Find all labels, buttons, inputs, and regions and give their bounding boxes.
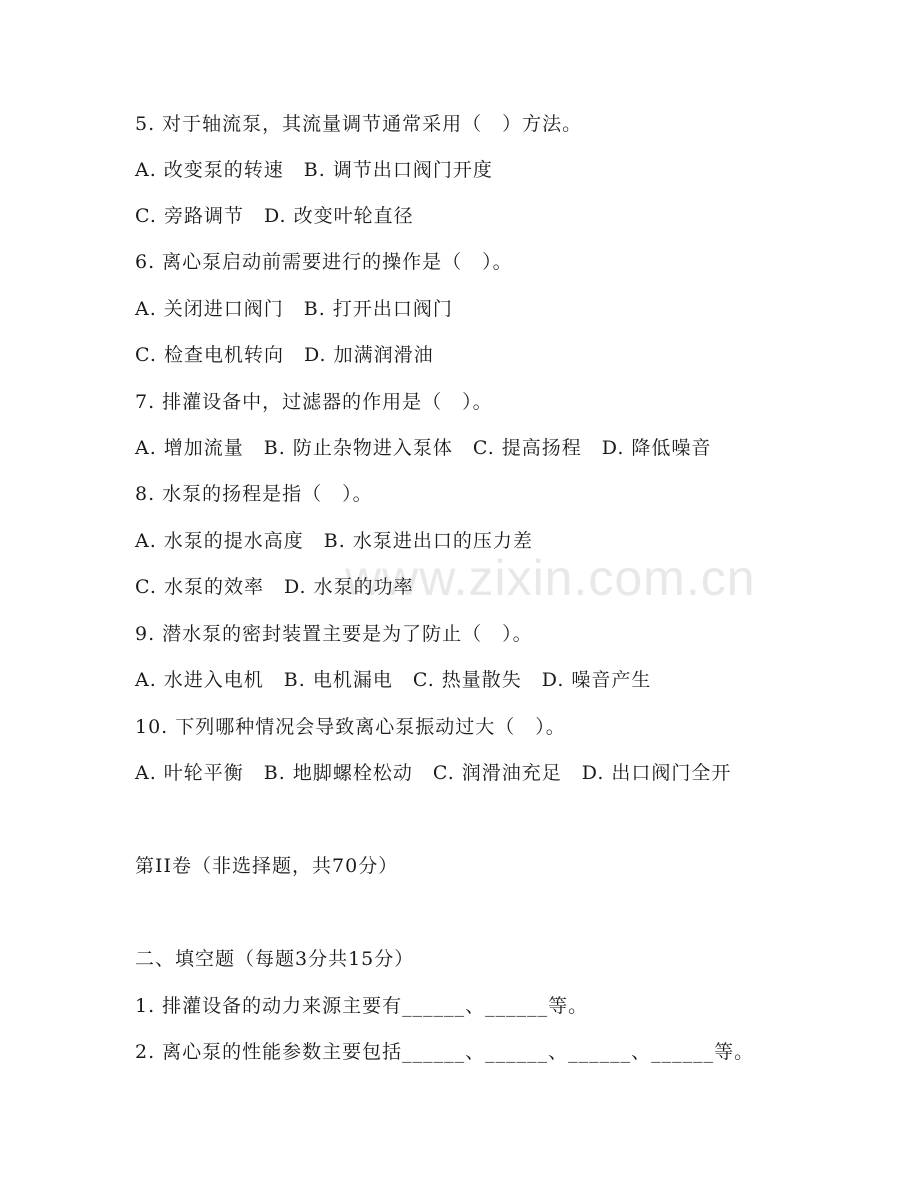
- question-9-options: A. 水进入电机 B. 电机漏电 C. 热量散失 D. 噪音产生: [135, 669, 652, 691]
- question-10-options: A. 叶轮平衡 B. 地脚螺栓松动 C. 润滑油充足 D. 出口阀门全开: [135, 762, 732, 784]
- question-6: 6. 离心泵启动前需要进行的操作是（ ）。: [135, 251, 513, 273]
- question-7-options: A. 增加流量 B. 防止杂物进入泵体 C. 提高扬程 D. 降低噪音: [135, 437, 712, 459]
- section-heading-fill-in: 二、填空题（每题3分共15分）: [135, 948, 415, 970]
- question-7: 7. 排灌设备中，过滤器的作用是（ ）。: [135, 391, 493, 413]
- question-6-options-ab: A. 关闭进口阀门 B. 打开出口阀门: [135, 298, 453, 320]
- question-9: 9. 潜水泵的密封装置主要是为了防止（ ）。: [135, 623, 533, 645]
- question-5-options-ab: A. 改变泵的转速 B. 调节出口阀门开度: [135, 159, 493, 181]
- watermark: www.zixin.com.cn: [345, 550, 756, 606]
- question-5: 5. 对于轴流泵，其流量调节通常采用（ ）方法。: [135, 113, 583, 135]
- question-10: 10. 下列哪种情况会导致离心泵振动过大（ ）。: [135, 716, 566, 738]
- question-6-options-cd: C. 检查电机转向 D. 加满润滑油: [135, 344, 434, 366]
- question-5-options-cd: C. 旁路调节 D. 改变叶轮直径: [135, 205, 414, 227]
- section-heading-part-2: 第II卷（非选择题，共70分）: [135, 855, 399, 877]
- question-8-options-ab: A. 水泵的提水高度 B. 水泵进出口的压力差: [135, 530, 533, 552]
- question-8-options-cd: C. 水泵的效率 D. 水泵的功率: [135, 576, 414, 598]
- fill-in-question-2: 2. 离心泵的性能参数主要包括______、______、______、______等。: [135, 1041, 755, 1063]
- fill-in-question-1: 1. 排灌设备的动力来源主要有______、______等。: [135, 995, 589, 1017]
- question-8: 8. 水泵的扬程是指（ ）。: [135, 483, 373, 505]
